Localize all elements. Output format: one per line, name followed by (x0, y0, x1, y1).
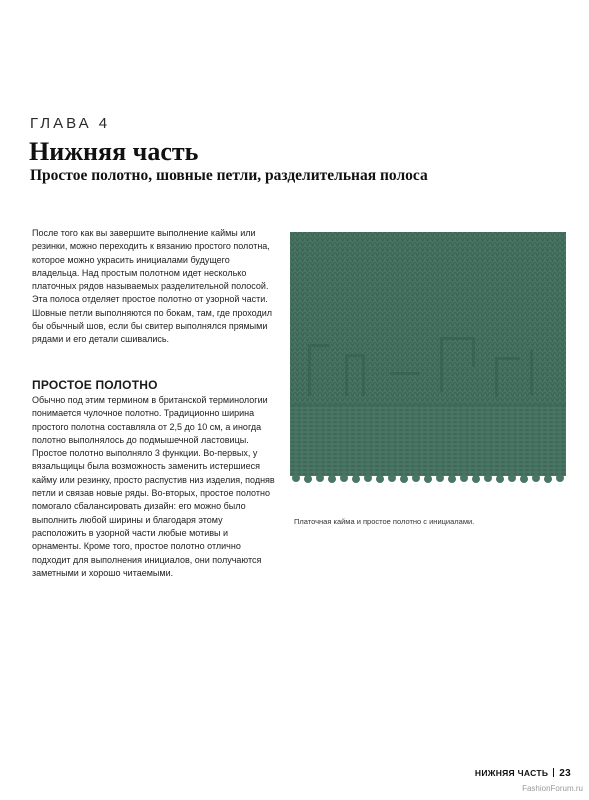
section-paragraph: Обычно под этим термином в британской терминологии понимается чулочное полотно. Традиционно ширина простого полотна составляла от 2,5 до 10 см, а иногда полотно выполнялось до подмышечной ластовицы. Простое полотно выполняло 3 функции. Во-первых, у вязальщицы была возможность заменить истершиеся кайму или резинку, просто распустив низ изделия, подняв петли и связав новые ряды. Во-вторых, простое полотно помогало сбалансировать дизайн: его можно было выполнить любой ширины и благодаря этому расположить в узорной части любые мотивы и орнаменты. Кроме того, простое полотно отлично подходит для выполнения инициалов, они получаются заметными и хорошо читаемыми. (32, 395, 275, 578)
section-heading: ПРОСТОЕ ПОЛОТНО (32, 378, 158, 392)
figure-caption: Платочная кайма и простое полотно с инициалами. (294, 517, 475, 526)
footer-divider (553, 768, 554, 777)
watermark: FashionForum.ru (522, 784, 583, 793)
page-title: Нижняя часть (29, 137, 199, 166)
page-subtitle: Простое полотно, шовные петли, разделительная полоса (30, 167, 428, 184)
page-number: 23 (559, 768, 571, 779)
intro-paragraph: После того как вы завершите выполнение каймы или резинки, можно переходить к вязанию простого полотна, которое можно украсить инициалами будущего владельца. Над простым полотном идет несколько платочных рядов называемых разделительной полосой. Эта полоса отделяет простое полотно от узорной части. Шовные петли выполняются по бокам, там, где проходил бы обычный шов, если бы свитер выполнялся прямыми рядами и его детали сшивались. (32, 228, 272, 345)
knitted-swatch-photo (290, 232, 566, 502)
footer-section-name: НИЖНЯЯ ЧАСТЬ (474, 768, 549, 778)
page-footer (475, 768, 571, 779)
chapter-label: ГЛАВА 4 (30, 115, 111, 132)
